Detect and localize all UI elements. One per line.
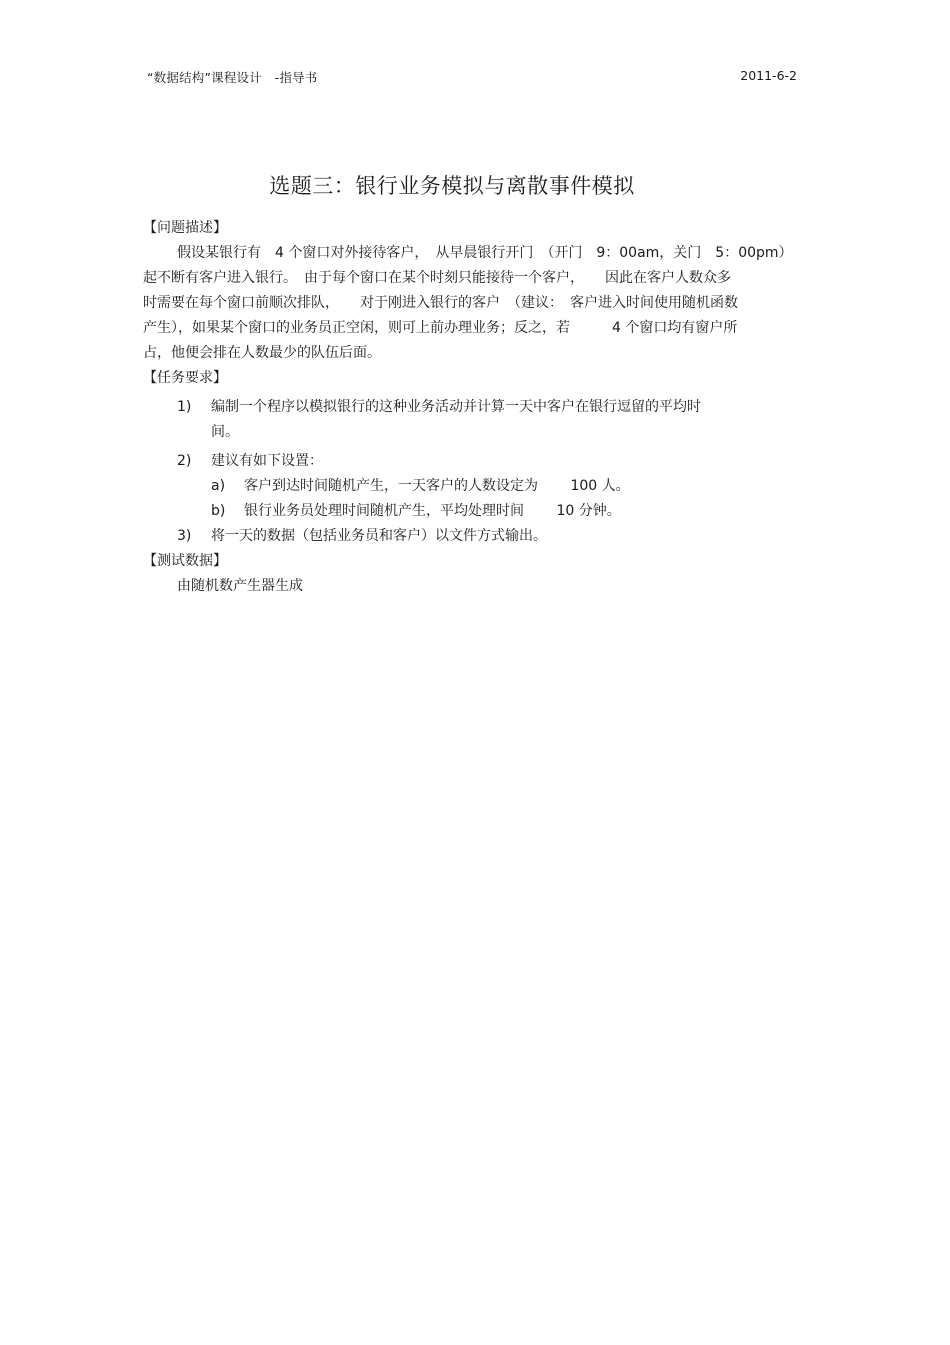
problem-line: 占，他便会排在人数最少的队伍后面。 xyxy=(143,345,381,361)
task-text-continued: 间。 xyxy=(211,424,239,440)
problem-line: 时需要在每个窗口前顺次排队， 对于刚进入银行的客户 （建议： 客户进入时间使用随机函数 xyxy=(143,295,738,311)
subitem-letter: a) xyxy=(211,478,226,494)
task-list xyxy=(143,395,803,549)
task-item xyxy=(143,449,803,474)
task-text: 将一天的数据（包括业务员和客户）以文件方式输出。 xyxy=(211,528,547,544)
header-date: 2011-6-2 xyxy=(740,68,797,83)
problem-description xyxy=(143,241,803,366)
problem-line: 起不断有客户进入银行。 由于每个窗口在某个时刻只能接待一个客户， 因此在客户人数众多 xyxy=(143,270,731,286)
header-course-title: “数据结构”课程设计 -指导书 xyxy=(147,70,318,85)
document-body xyxy=(143,216,803,599)
task-subitem xyxy=(143,474,803,499)
task-item xyxy=(143,524,803,549)
section-heading-problem: 【问题描述】 xyxy=(143,220,227,236)
task-text: 建议有如下设置： xyxy=(211,453,323,469)
subitem-text: 银行业务员处理时间随机产生，平均处理时间 10 分钟。 xyxy=(244,503,621,519)
page-title: 选题三：银行业务模拟与离散事件模拟 xyxy=(269,174,635,198)
task-number: 1) xyxy=(177,399,192,415)
test-data-text: 由随机数产生器生成 xyxy=(177,578,303,594)
problem-line: 假设某银行有 4 个窗口对外接待客户， 从早晨银行开门 （开门 9：00am，关门 5：00pm） xyxy=(177,245,793,261)
task-number: 2) xyxy=(177,453,192,469)
subitem-text: 客户到达时间随机产生，一天客户的人数设定为 100 人。 xyxy=(244,478,630,494)
task-number: 3) xyxy=(177,528,192,544)
section-heading-tasks: 【任务要求】 xyxy=(143,370,227,386)
section-heading-test: 【测试数据】 xyxy=(143,553,227,569)
subitem-letter: b) xyxy=(211,503,226,519)
task-text: 编制一个程序以模拟银行的这种业务活动并计算一天中客户在银行逗留的平均时 xyxy=(211,399,701,415)
problem-line: 产生），如果某个窗口的业务员正空闲，则可上前办理业务；反之，若 4 个窗口均有窗户所 xyxy=(143,320,738,336)
task-subitem xyxy=(143,499,803,524)
task-item xyxy=(143,395,803,445)
